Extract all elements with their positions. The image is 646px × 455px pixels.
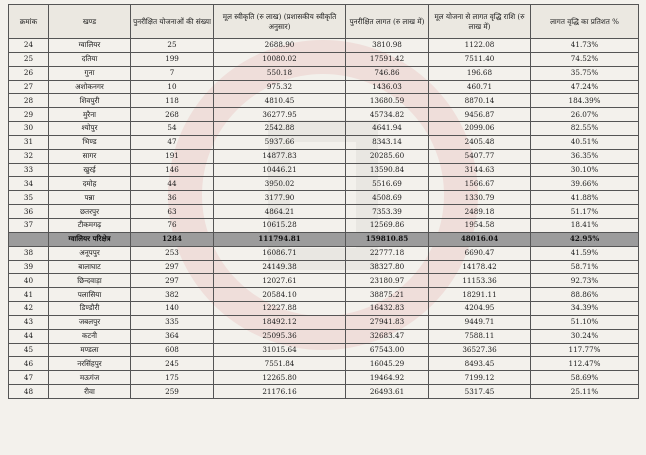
cell-schemes: 7 <box>131 66 214 80</box>
cell-revised: 23180.97 <box>346 274 429 288</box>
cell-revised: 32683.47 <box>346 329 429 343</box>
table-row <box>9 108 639 122</box>
cell-name: भिण्ड <box>49 135 131 149</box>
cell-name: अशोकनगर <box>49 80 131 94</box>
cell-increase: 9449.71 <box>429 315 531 329</box>
cell-increase: 5407.77 <box>429 149 531 163</box>
cell-sn: 39 <box>9 260 49 274</box>
cell-revised: 27941.83 <box>346 315 429 329</box>
header-district: खण्ड <box>49 5 131 39</box>
cell-pct: 184.39% <box>531 94 639 108</box>
cell-schemes: 608 <box>131 343 214 357</box>
cell-schemes: 191 <box>131 149 214 163</box>
cell-pct: 39.66% <box>531 177 639 191</box>
cell-name: दमोह <box>49 177 131 191</box>
header-schemes: पुनरीक्षित योजनाओं की संख्या <box>131 5 214 39</box>
cell-increase: 7588.11 <box>429 329 531 343</box>
cell-revised: 5516.69 <box>346 177 429 191</box>
cell-sn: 43 <box>9 315 49 329</box>
cell-pct: 41.59% <box>531 246 639 260</box>
cell-schemes: 47 <box>131 135 214 149</box>
table-row <box>9 315 639 329</box>
cell-pct: 117.77% <box>531 343 639 357</box>
cell-schemes: 54 <box>131 122 214 136</box>
cell-schemes: 253 <box>131 246 214 260</box>
table-row <box>9 80 639 94</box>
table-row <box>9 122 639 136</box>
cell-schemes: 118 <box>131 94 214 108</box>
cell-sn: 25 <box>9 52 49 66</box>
cell-schemes: 245 <box>131 357 214 371</box>
cell-name: दतिया <box>49 52 131 66</box>
cell-revised: 16045.29 <box>346 357 429 371</box>
cell-schemes: 297 <box>131 260 214 274</box>
cell-revised: 38875.21 <box>346 288 429 302</box>
cell-schemes: 175 <box>131 371 214 385</box>
cell-schemes: 364 <box>131 329 214 343</box>
header-serial: क्रमांक <box>9 5 49 39</box>
cell-pct: 30.24% <box>531 329 639 343</box>
table-row <box>9 329 639 343</box>
table-row <box>9 371 639 385</box>
cell-revised: 7353.39 <box>346 205 429 219</box>
table-row <box>9 135 639 149</box>
cell-sn: 40 <box>9 274 49 288</box>
table-row <box>9 343 639 357</box>
cell-revised: 3810.98 <box>346 39 429 53</box>
cell-name: सागर <box>49 149 131 163</box>
cell-sn: 37 <box>9 218 49 232</box>
cell-orig: 2542.88 <box>214 122 346 136</box>
cell-name: पन्ना <box>49 191 131 205</box>
cell-name: पलासिया <box>49 288 131 302</box>
cell-pct: 41.88% <box>531 191 639 205</box>
table-row <box>9 288 639 302</box>
cell-revised: 8343.14 <box>346 135 429 149</box>
cell-sn: 32 <box>9 149 49 163</box>
table-row <box>9 274 639 288</box>
cell-pct: 41.73% <box>531 39 639 53</box>
cell-orig: 10080.02 <box>214 52 346 66</box>
cell-schemes: 140 <box>131 302 214 316</box>
cell-orig: 7551.84 <box>214 357 346 371</box>
cell-revised: 19464.92 <box>346 371 429 385</box>
cell-schemes: 146 <box>131 163 214 177</box>
cell-sn: 28 <box>9 94 49 108</box>
cell-name: जबलपुर <box>49 315 131 329</box>
cell-revised: 45734.82 <box>346 108 429 122</box>
cell-pct: 34.39% <box>531 302 639 316</box>
cell-increase: 18291.11 <box>429 288 531 302</box>
cell-orig: 31015.64 <box>214 343 346 357</box>
cell-orig: 12227.88 <box>214 302 346 316</box>
cell-pct: 92.73% <box>531 274 639 288</box>
cell-revised: 67543.00 <box>346 343 429 357</box>
cell-orig: 2688.90 <box>214 39 346 53</box>
cell-name: कटनी <box>49 329 131 343</box>
cell-sn: 35 <box>9 191 49 205</box>
cell-pct: 35.75% <box>531 66 639 80</box>
cell-name: नरसिंहपुर <box>49 357 131 371</box>
cell-increase: 1122.08 <box>429 39 531 53</box>
header-increase-percent: लागत वृद्धि का प्रतिशत % <box>531 5 639 39</box>
cell-pct: 74.52% <box>531 52 639 66</box>
cell-sn: 41 <box>9 288 49 302</box>
cell-name: शिवपुरी <box>49 94 131 108</box>
cell-name: टीकमगढ़ <box>49 218 131 232</box>
cell-pct: 30.10% <box>531 163 639 177</box>
cell-sn: 46 <box>9 357 49 371</box>
cell-name: रीवा <box>49 385 131 399</box>
cell-sn: 31 <box>9 135 49 149</box>
cell-revised: 746.86 <box>346 66 429 80</box>
cell-schemes: 297 <box>131 274 214 288</box>
cell-sn: 34 <box>9 177 49 191</box>
cell-pct: 112.47% <box>531 357 639 371</box>
table-row <box>9 191 639 205</box>
cell-orig: 21176.16 <box>214 385 346 399</box>
table-row <box>9 66 639 80</box>
cell-increase: 14178.42 <box>429 260 531 274</box>
table-row <box>9 52 639 66</box>
cell-name: छतरपुर <box>49 205 131 219</box>
table-row <box>9 357 639 371</box>
cell-increase: 9456.87 <box>429 108 531 122</box>
cell-revised: 4641.94 <box>346 122 429 136</box>
cell-name: छिन्दवाड़ा <box>49 274 131 288</box>
cell-revised: 4508.69 <box>346 191 429 205</box>
cell-increase: 1566.67 <box>429 177 531 191</box>
cell-increase: 5317.45 <box>429 385 531 399</box>
cell-revised: 38327.80 <box>346 260 429 274</box>
cell-schemes: 268 <box>131 108 214 122</box>
cell-sn: 29 <box>9 108 49 122</box>
cell-sn: 24 <box>9 39 49 53</box>
cell-orig: 14877.83 <box>214 149 346 163</box>
cell-increase: 48016.04 <box>429 232 531 246</box>
cell-schemes: 76 <box>131 218 214 232</box>
table-row <box>9 302 639 316</box>
cell-name: मुरैना <box>49 108 131 122</box>
cell-increase: 2099.06 <box>429 122 531 136</box>
header-cost-increase: मूल योजना से लागत वृद्धि राशि (रु लाख में) <box>429 5 531 39</box>
cell-sn: 30 <box>9 122 49 136</box>
cell-revised: 26493.61 <box>346 385 429 399</box>
cell-pct: 47.24% <box>531 80 639 94</box>
cell-increase: 2405.48 <box>429 135 531 149</box>
cell-revised: 1436.03 <box>346 80 429 94</box>
cell-revised: 20285.60 <box>346 149 429 163</box>
cell-name: ग्वालियर <box>49 39 131 53</box>
cell-increase: 8493.45 <box>429 357 531 371</box>
cell-orig: 4810.45 <box>214 94 346 108</box>
cell-orig: 12027.61 <box>214 274 346 288</box>
table-row <box>9 39 639 53</box>
cell-pct: 26.07% <box>531 108 639 122</box>
cell-increase: 36527.36 <box>429 343 531 357</box>
cell-orig: 3177.90 <box>214 191 346 205</box>
cell-schemes: 382 <box>131 288 214 302</box>
cell-increase: 8870.14 <box>429 94 531 108</box>
cell-schemes: 25 <box>131 39 214 53</box>
cell-revised: 17591.42 <box>346 52 429 66</box>
cell-orig: 18492.12 <box>214 315 346 329</box>
cell-revised: 22777.18 <box>346 246 429 260</box>
cell-pct: 51.10% <box>531 315 639 329</box>
table-row <box>9 246 639 260</box>
cell-orig: 20584.10 <box>214 288 346 302</box>
cell-revised: 13590.84 <box>346 163 429 177</box>
cell-increase: 7199.12 <box>429 371 531 385</box>
table-row <box>9 385 639 399</box>
header-row <box>9 5 639 39</box>
cell-name: श्योपुर <box>49 122 131 136</box>
cell-name: ग्वालियर परिक्षेत्र <box>49 232 131 246</box>
cell-pct: 42.95% <box>531 232 639 246</box>
cell-schemes: 199 <box>131 52 214 66</box>
table-row <box>9 163 639 177</box>
cell-schemes: 335 <box>131 315 214 329</box>
cell-pct: 40.51% <box>531 135 639 149</box>
cell-sn: 27 <box>9 80 49 94</box>
table-row <box>9 94 639 108</box>
cell-schemes: 63 <box>131 205 214 219</box>
cell-orig: 10615.28 <box>214 218 346 232</box>
cell-sn: 42 <box>9 302 49 316</box>
cell-revised: 16432.83 <box>346 302 429 316</box>
cell-pct: 51.17% <box>531 205 639 219</box>
cell-schemes: 1284 <box>131 232 214 246</box>
cell-sn: 48 <box>9 385 49 399</box>
cell-pct: 88.86% <box>531 288 639 302</box>
cell-sn: 26 <box>9 66 49 80</box>
cell-pct: 58.71% <box>531 260 639 274</box>
cell-increase: 4204.95 <box>429 302 531 316</box>
cell-pct: 25.11% <box>531 385 639 399</box>
cell-increase: 7511.40 <box>429 52 531 66</box>
cell-increase: 196.68 <box>429 66 531 80</box>
cell-sn: 44 <box>9 329 49 343</box>
header-revised-cost: पुनरीक्षित लागत (रु लाख में) <box>346 5 429 39</box>
cell-orig: 4864.21 <box>214 205 346 219</box>
cell-name: मऊगंज <box>49 371 131 385</box>
cost-increase-table <box>8 4 639 399</box>
cell-increase: 1954.58 <box>429 218 531 232</box>
cell-sn: 45 <box>9 343 49 357</box>
cell-revised: 13680.59 <box>346 94 429 108</box>
table-row <box>9 218 639 232</box>
table-row <box>9 177 639 191</box>
cell-sn: 38 <box>9 246 49 260</box>
cell-sn: 33 <box>9 163 49 177</box>
cell-increase: 1330.79 <box>429 191 531 205</box>
cell-increase: 11153.36 <box>429 274 531 288</box>
cell-orig: 36277.95 <box>214 108 346 122</box>
cell-orig: 10446.21 <box>214 163 346 177</box>
cell-orig: 12265.80 <box>214 371 346 385</box>
cell-orig: 16086.71 <box>214 246 346 260</box>
subtotal-row <box>9 232 639 246</box>
cell-orig: 975.32 <box>214 80 346 94</box>
cell-pct: 82.55% <box>531 122 639 136</box>
cell-orig: 111794.81 <box>214 232 346 246</box>
table-body <box>9 39 639 399</box>
cell-schemes: 44 <box>131 177 214 191</box>
cell-increase: 2489.18 <box>429 205 531 219</box>
cell-schemes: 259 <box>131 385 214 399</box>
cell-orig: 5937.66 <box>214 135 346 149</box>
cell-sn: 47 <box>9 371 49 385</box>
cell-orig: 550.18 <box>214 66 346 80</box>
cell-orig: 24149.38 <box>214 260 346 274</box>
cell-sn <box>9 232 49 246</box>
cell-name: गुना <box>49 66 131 80</box>
cell-sn: 36 <box>9 205 49 219</box>
cell-name: डिण्डौरी <box>49 302 131 316</box>
cell-schemes: 36 <box>131 191 214 205</box>
cell-orig: 3950.02 <box>214 177 346 191</box>
cell-orig: 25095.36 <box>214 329 346 343</box>
cell-schemes: 10 <box>131 80 214 94</box>
header-original-approval: मूल स्वीकृति (रु लाख) (प्रशासकीय स्वीकृति अनुसार) <box>214 5 346 39</box>
table-row <box>9 149 639 163</box>
cell-name: मण्डला <box>49 343 131 357</box>
cell-increase: 460.71 <box>429 80 531 94</box>
table-row <box>9 205 639 219</box>
cell-name: खुरई <box>49 163 131 177</box>
table-row <box>9 260 639 274</box>
cell-name: बालाघाट <box>49 260 131 274</box>
cell-pct: 36.35% <box>531 149 639 163</box>
cell-name: अनूपपुर <box>49 246 131 260</box>
cell-revised: 12569.86 <box>346 218 429 232</box>
cell-increase: 6690.47 <box>429 246 531 260</box>
cell-increase: 3144.63 <box>429 163 531 177</box>
cell-pct: 58.69% <box>531 371 639 385</box>
cell-pct: 18.41% <box>531 218 639 232</box>
cell-revised: 159810.85 <box>346 232 429 246</box>
